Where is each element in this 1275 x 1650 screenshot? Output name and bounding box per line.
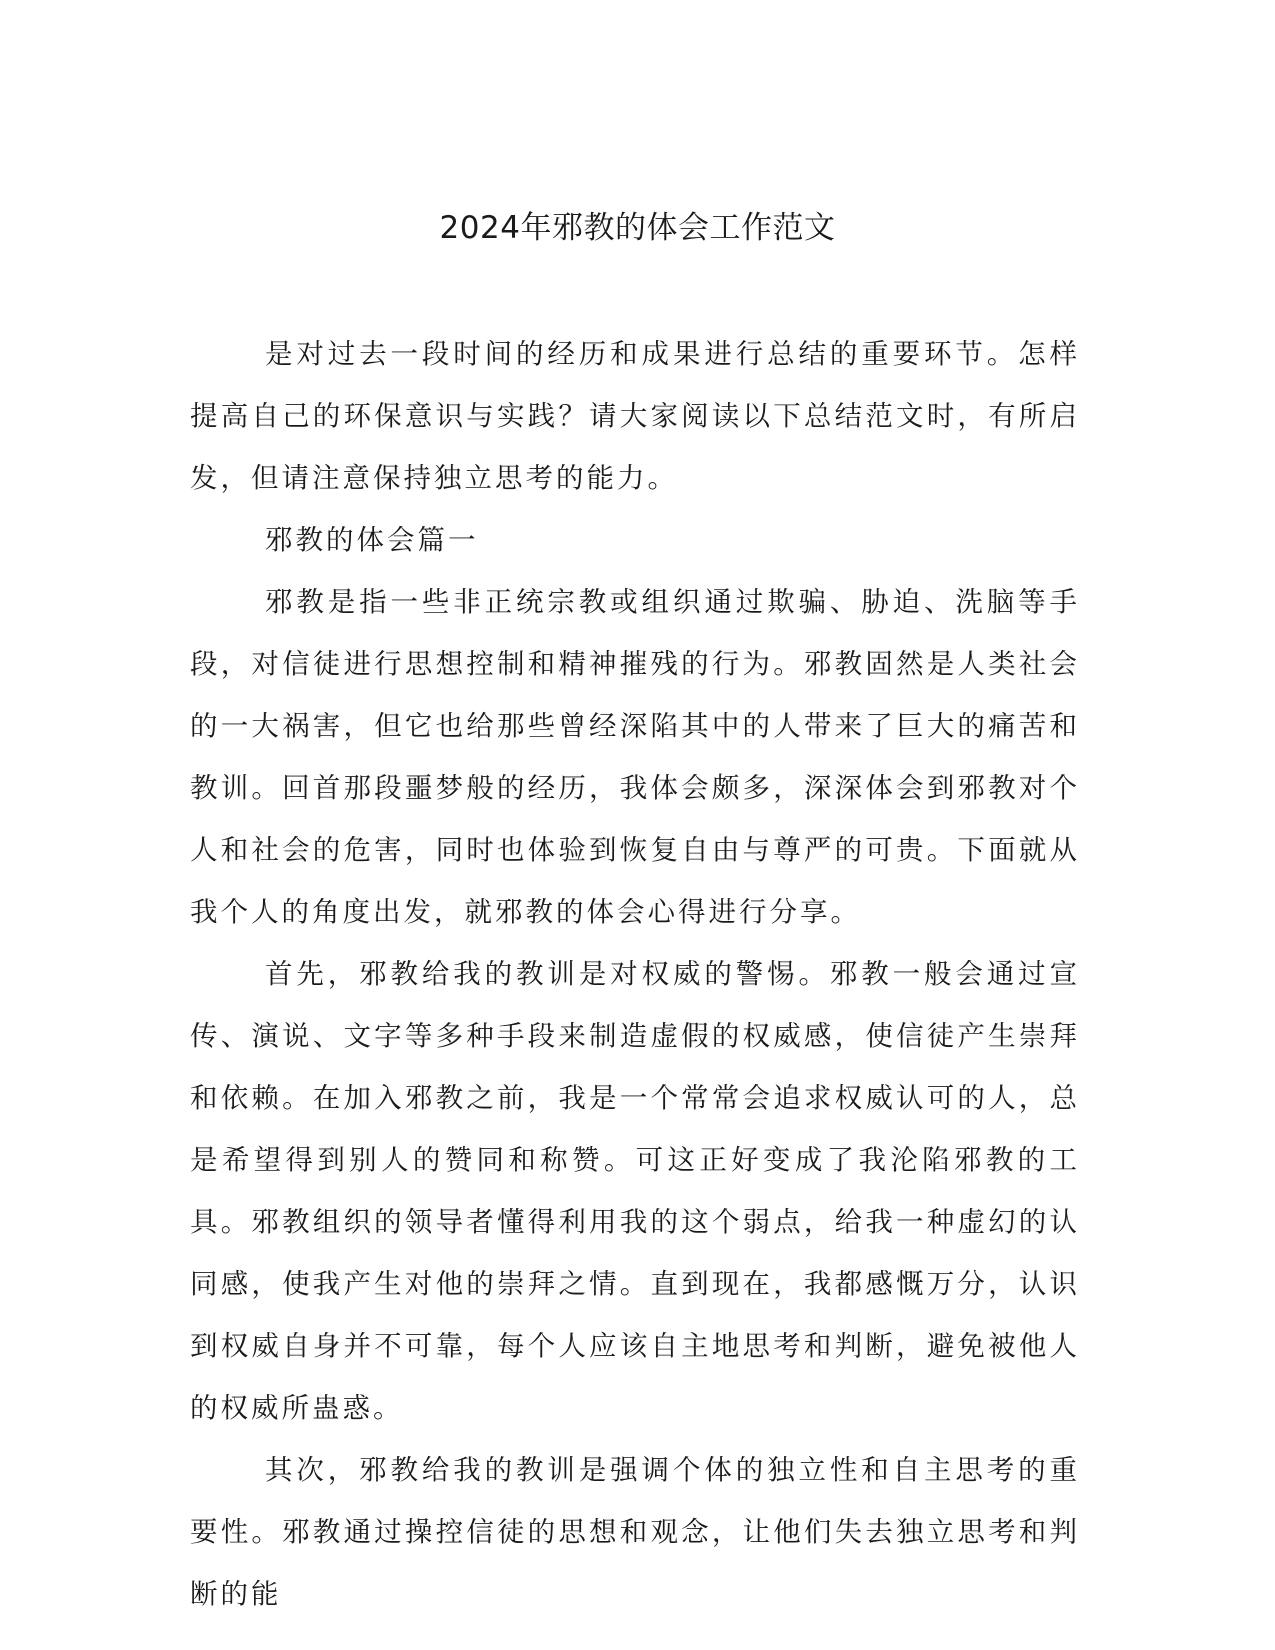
body-paragraph: 首先，邪教给我的教训是对权威的警惕。邪教一般会通过宣传、演说、文字等多种手段来制造虚假的权威感，使信徒产生崇拜和依赖。在加入邪教之前，我是一个常常会追求权威认可的人，总是希望得到别人的赞同和称赞。可这正好变成了我沦陷邪教的工具。邪教组织的领导者懂得利用我的这个弱点，给我一种虚幻的认同感，使我产生对他的崇拜之情。直到现在，我都感慨万分，认识到权威自身并不可靠，每个人应该自主地思考和判断，避免被他人的权威所蛊惑。 [190, 958, 1080, 1424]
document-title: 2024年邪教的体会工作范文 [439, 210, 836, 246]
body-paragraph: 其次，邪教给我的教训是强调个体的独立性和自主思考的重要性。邪教通过操控信徒的思想和观念，让他们失去独立思考和判断的能 [190, 1454, 1080, 1610]
body-paragraph: 邪教是指一些非正统宗教或组织通过欺骗、胁迫、洗脑等手段，对信徒进行思想控制和精神摧残的行为。邪教固然是人类社会的一大祸害，但它也给那些曾经深陷其中的人带来了巨大的痛苦和教训。回首那段噩梦般的经历，我体会颇多，深深体会到邪教对个人和社会的危害，同时也体验到恢复自由与尊严的可贵。下面就从我个人的角度出发，就邪教的体会心得进行分享。 [190, 586, 1080, 928]
document-body [190, 323, 1080, 1625]
intro-paragraph: 是对过去一段时间的经历和成果进行总结的重要环节。怎样提高自己的环保意识与实践？请大家阅读以下总结范文时，有所启发，但请注意保持独立思考的能力。 [190, 338, 1080, 494]
section-heading: 邪教的体会篇一 [265, 524, 479, 556]
